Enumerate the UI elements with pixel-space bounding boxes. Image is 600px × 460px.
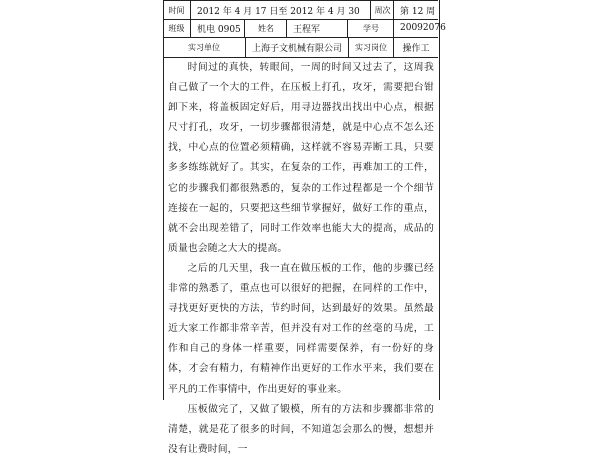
time-label: 时间 — [163, 1, 191, 19]
header-row-time — [163, 0, 438, 20]
time-value: 2012 年 4 月 17 日至 2012 年 4 月 30 — [191, 1, 371, 19]
header-row-internship — [163, 38, 438, 58]
post-label: 实习岗位 — [349, 38, 394, 57]
header-row-student — [163, 19, 446, 38]
paragraph: 压板做完了，又做了锻模，所有的方法和步骤都非常的清楚，就是花了很多的时间，不知道怎会那么的慢，想想并没有让费时间，一 — [168, 403, 434, 455]
paragraph: 之后的几天里，我一直在做压板的工作，他的步骤已经非常的熟悉了，重点也可以很好的把握，在同样的工作中，寻找更好更快的方法，节约时间，达到最好的效果。虽然最近大家工作都非常辛苦，但并没有对工作的丝毫的马虎，工作和自己的身体一样重要，同样需要保养，有一份好的身体，才会有精力，有精神作出更好的工作水平来，我们要在平凡的工作事情中，作出更好的事业来。 — [168, 262, 434, 395]
unit-label: 实习单位 — [163, 38, 246, 57]
post-value: 操作工 — [402, 44, 430, 54]
paragraph: 时间过的真快，转眼间，一周的时间又过去了，这周我自己做了一个大的工件，在压板上打孔，攻牙，需要把台钳卸下来，将盖板固定好后，用寻边器找出找出中心点，根据尺寸打孔，攻牙，一切步骤都很清楚，就是中心点不怎么还找，中心点的位置必须精确，这样就不容易弄断工具，只要多多练练就好了。其实，在复杂的工作，再难加工的工件，它的步骤我们都很熟悉的，复杂的工作过程都是一个个细节连接在一起的，只要把这些细节掌握好，做好工作的重点，就不会出现差错了，同时工作效率也能大大的提高，成品的质量也会随之大大的提高。 — [168, 62, 434, 254]
week-label: 周次 — [372, 1, 394, 19]
class-value: 机电 0905 — [191, 19, 245, 37]
week-value: 第 12 周 — [400, 6, 436, 17]
student-id-label: 学号 — [349, 19, 394, 37]
class-label: 班级 — [163, 19, 191, 37]
name-label: 姓名 — [246, 19, 287, 37]
student-id-value: 20092076 — [400, 23, 446, 33]
journal-body — [168, 58, 434, 460]
unit-value: 上海子文机械有限公司 — [246, 38, 349, 57]
name-value: 王程军 — [287, 19, 348, 37]
